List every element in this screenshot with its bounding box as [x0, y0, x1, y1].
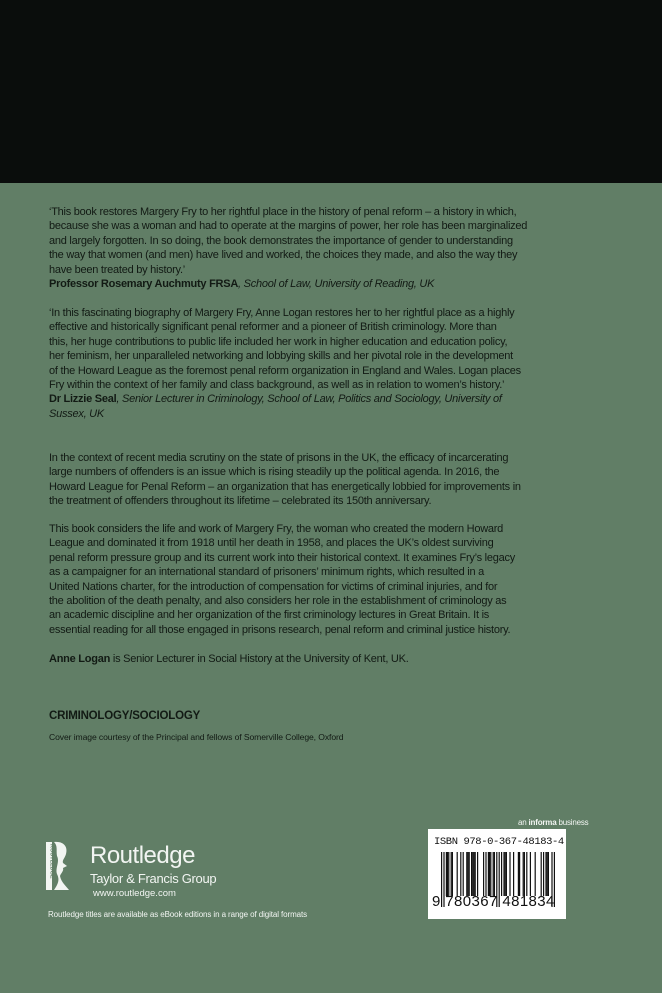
barcode-bar — [501, 852, 502, 896]
informa-suffix: business — [556, 818, 589, 827]
author-name: Anne Logan — [49, 653, 111, 665]
barcode-bar — [490, 852, 491, 896]
barcode-bar — [505, 852, 506, 896]
barcode-bar — [469, 852, 470, 896]
barcode-bar — [523, 852, 524, 896]
barcode-bar — [494, 852, 495, 896]
publisher-url[interactable]: www.routledge.com — [93, 888, 176, 899]
barcode-bar — [467, 852, 468, 896]
description-paragraph-2: This book considers the life and work of Margery Fry, the woman who created the modern Howard League and dominated it from 1918 until her death in 1958, and places the UK’s oldest surviving penal reform pressure group and its current work into their historical context. It examines Fry’s legacy as a campaigner for an international standard of prisoners’ minimum rights, which resulted in a United Nations charter, for the introduction of compensation for victims of criminal injuries, and for the abolition of the death penalty, and also considers her role in the establishment of criminology as an academic discipline and her organization of the first criminology lectures in Great Britain. It is essential reading for all those engaged in prisons research, penal reform and criminal justice history. — [49, 523, 515, 636]
author-bio — [49, 652, 409, 666]
publisher-group: Taylor & Francis Group — [90, 871, 217, 886]
barcode-bar — [473, 852, 474, 896]
description-paragraph-1: In the context of recent media scrutiny on the state of prisons in the UK, the efficacy of incarcerating large numbers of offenders is an issue which is rising steadily up the political agenda. In 2016, the Howard League for Penal Reform – an organization that has energetically lobbied for improvements in the treatment of offenders throughout its lifetime – celebrated its 150th anniversary. — [49, 452, 521, 508]
isbn-barcode — [428, 829, 566, 919]
ebook-note: Routledge titles are available as eBook editions in a range of digital formats — [48, 910, 308, 919]
barcode-bar — [477, 852, 478, 896]
quote-author: Dr Lizzie Seal — [49, 393, 117, 406]
subject-category: CRIMINOLOGY/SOCIOLOGY — [49, 710, 201, 722]
barcode-bar — [548, 852, 549, 896]
barcode-bar — [488, 852, 489, 896]
quote-text: ‘This book restores Margery Fry to her rightful place in the history of penal reform – a history in which, because she was a woman and had to operate at the margins of power, her role has been marginalized and largely forgotten. In so doing, the book demonstrates the importance of gender to understanding the way that women (and men) have lived and worked, the choices they made, and also the way they have been treated by history.’ — [49, 206, 528, 276]
barcode-bar — [526, 852, 527, 896]
barcode-bar — [489, 852, 490, 896]
barcode-bar — [475, 852, 476, 896]
barcode-bar — [493, 852, 494, 896]
barcode-bar — [530, 852, 531, 896]
barcode-bar — [472, 852, 473, 896]
barcode-bar — [519, 852, 520, 896]
barcode-bar — [547, 852, 548, 896]
cover-credit: Cover image courtesy of the Principal and fellows of Somerville College, Oxford — [49, 732, 344, 742]
barcode-bar — [452, 852, 453, 896]
barcode-bar — [509, 852, 510, 896]
barcode-bar — [446, 852, 447, 896]
quote-author: Professor Rosemary Auchmuty FRSA — [49, 278, 239, 291]
author-bio-text: is Senior Lecturer in Social History at the University of Kent, UK. — [110, 653, 409, 665]
barcode-bar — [485, 852, 486, 896]
barcode-bar — [543, 852, 544, 896]
quote-text: ‘In this fascinating biography of Margery Fry, Anne Logan restores her to her rightful place as a highly effective and historically significant penal reformer and a pioneer of British criminology. More than this, her huge contributions to public life included her work in higher education and education policy, her feminism, her unparalleled networking and lobbying skills and her pivotal role in the development of the Howard League as the foremost penal reform organization in England and Wales. Logan places Fry within the context of her family and class background, as well as in relation to women’s history.’ — [49, 307, 521, 392]
barcode-bar — [448, 852, 449, 896]
publisher-name: Routledge — [90, 842, 195, 869]
quote-affiliation: , Senior Lecturer in Criminology, School of Law, Politics and Sociology, University of Sussex, UK — [49, 393, 502, 420]
informa-business — [518, 818, 588, 827]
informa-prefix: an — [518, 818, 529, 827]
barcode-bar — [463, 852, 464, 896]
cover-image-area — [0, 0, 662, 183]
barcode-bar — [447, 852, 448, 896]
barcode-bar — [506, 852, 507, 896]
barcode-bar — [503, 852, 504, 896]
barcode-bar — [466, 852, 467, 896]
logo-text: ROUTLEDGE — [48, 844, 55, 879]
endorsement-quote-1 — [49, 205, 527, 291]
barcode-bar — [524, 852, 525, 896]
quote-affiliation: , School of Law, University of Reading, UK — [238, 278, 435, 291]
ean-digits: 9 780367 481834 — [432, 893, 555, 910]
barcode-bar — [451, 852, 452, 896]
barcode-bar — [471, 852, 472, 896]
barcode-bar — [541, 852, 542, 896]
endorsement-quote-2 — [49, 306, 521, 421]
barcode-bar — [460, 852, 461, 896]
barcode-bar — [513, 852, 514, 896]
barcode-bar — [535, 852, 536, 896]
routledge-logo-icon — [46, 840, 70, 892]
barcode-bar — [518, 852, 519, 896]
barcode-bar — [457, 852, 458, 896]
informa-brand: informa — [528, 818, 557, 827]
barcode-bar — [545, 852, 546, 896]
barcode-bar — [483, 852, 484, 896]
isbn-label: ISBN 978-0-367-48183-4 — [434, 836, 564, 848]
